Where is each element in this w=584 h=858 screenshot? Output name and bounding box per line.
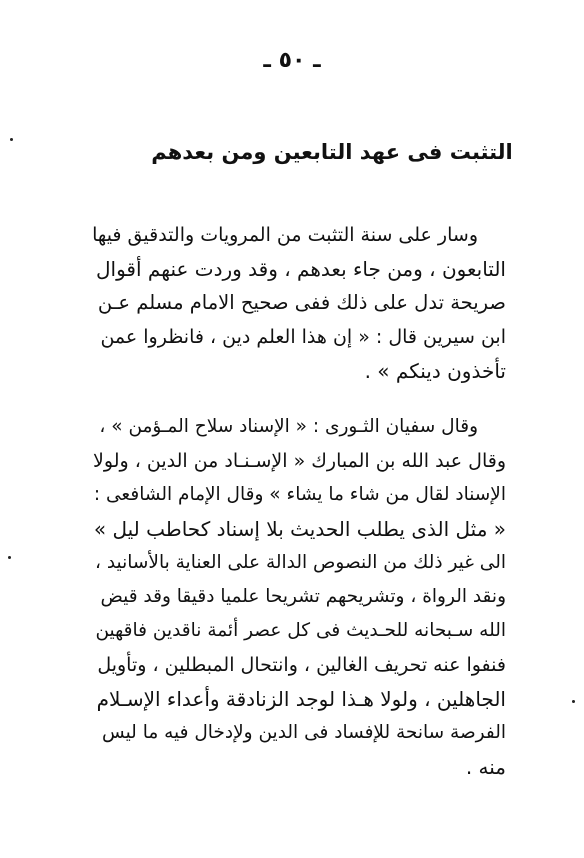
text-line: تأخذون دينكم » . [364,359,506,383]
text-line: ابن سيرين قال : « إن هذا العلم دين ، فانظروا عمن [100,326,506,348]
text-line: الله سـبحانه للحـديث فى كل عصر أئمة ناقدين فاقهين [95,620,506,641]
text-line: وسار على سنة التثبت من المرويات والتدقيق فيها [92,224,478,246]
text-line: الجاهلين ، ولولا هـذا لوجد الزنادقة وأعداء الإسـلام [96,687,506,711]
section-heading: التثبت فى عهد التابعين ومن بعدهم [151,140,513,164]
text-line: صريحة تدل على ذلك ففى صحيح الامام مسلم عـن [97,291,506,314]
paragraph-2 [92,410,506,784]
margin-speck [8,556,11,559]
margin-speck [10,138,13,141]
page-number: ـ ٥٠ ـ [263,48,321,73]
text-line: « مثل الذى يطلب الحديث بلا إسناد كحاطب ليل » [93,517,506,541]
paragraph-1 [92,218,506,388]
text-line: وقال عبد الله بن المبارك « الإسـنـاد من الدين ، ولولا [93,450,506,472]
text-line: الإسناد لقال من شاء ما يشاء » وقال الإمام الشافعى : [93,484,506,505]
text-line: منه . [465,755,506,779]
text-line: وقال سفيان الثـورى : « الإسناد سلاح المـؤمن » ، [99,416,478,437]
text-line: ونقد الرواة ، وتشريحهم تشريحا علميا دقيقا وقد قيض [100,586,506,607]
text-line: الفرصة سانحة للإفساد فى الدين ولإدخال فيه ما ليس [102,722,506,743]
text-line: فنفوا عنه تحريف الغالين ، وانتحال المبطلين ، وتأويل [97,654,506,676]
text-line: التابعون ، ومن جاء بعدهم ، وقد وردت عنهم أقوال [96,257,506,281]
margin-speck [572,700,575,703]
text-line: الى غير ذلك من النصوص الدالة على العناية بالأسانيد ، [94,552,506,573]
